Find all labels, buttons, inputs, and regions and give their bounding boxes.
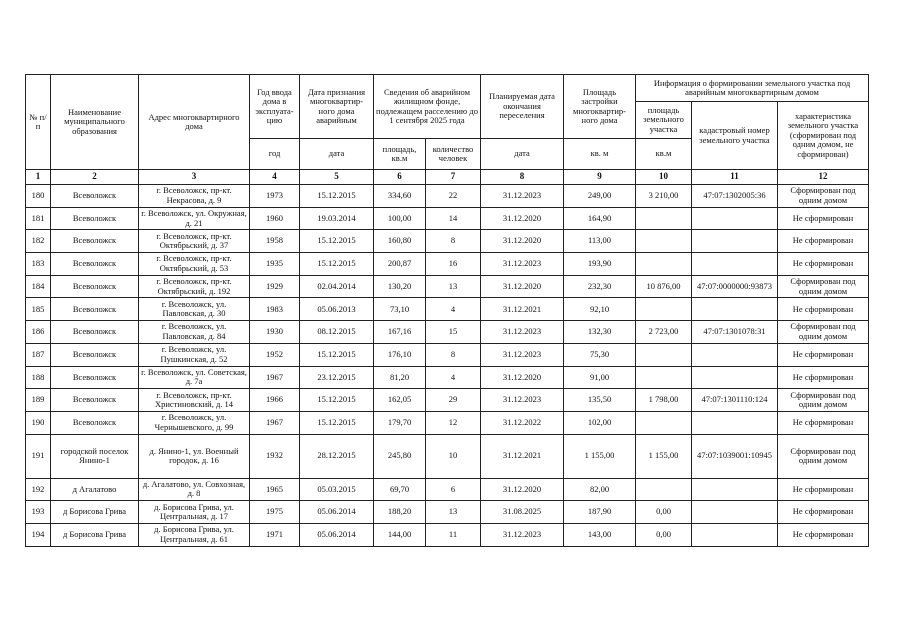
cadastral-number-cell: 47:07:1301078:31	[692, 321, 778, 344]
building-area-cell: 249,00	[564, 185, 636, 208]
table-row	[26, 230, 869, 253]
land-status-cell: Сформирован под одним домом	[778, 389, 869, 412]
recognition-date-cell: 02.04.2014	[300, 275, 374, 298]
people-count-cell: 11	[426, 523, 481, 546]
people-count-cell: 8	[426, 230, 481, 253]
table-row	[26, 207, 869, 230]
address-cell: г. Всеволожск, ул. Чернышевского, д. 99	[139, 411, 250, 434]
municipality-cell: Всеволожск	[51, 321, 139, 344]
land-status-cell: Не сформирован	[778, 411, 869, 434]
table-row	[26, 411, 869, 434]
recognition-date-cell: 19.03.2014	[300, 207, 374, 230]
year-cell: 1965	[250, 478, 300, 501]
land-status-cell: Не сформирован	[778, 366, 869, 389]
planned-date-cell: 31.12.2020	[481, 366, 564, 389]
recognition-date-cell: 15.12.2015	[300, 253, 374, 276]
building-area-cell: 102,00	[564, 411, 636, 434]
column-number: 11	[692, 170, 778, 185]
row-number: 188	[26, 366, 51, 389]
cadastral-number-cell	[692, 253, 778, 276]
address-cell: д. Борисова Грива, ул. Центральная, д. 61	[139, 523, 250, 546]
municipality-cell: Всеволожск	[51, 230, 139, 253]
area-cell: 188,20	[374, 501, 426, 524]
land-status-cell: Не сформирован	[778, 298, 869, 321]
people-count-cell: 8	[426, 343, 481, 366]
header-land-characteristic: характеристика земельного участка (сформирован под одним домом, не сформирован)	[778, 102, 869, 170]
address-cell: г. Всеволожск, пр-кт. Октябрьский, д. 53	[139, 253, 250, 276]
municipality-cell: д Агалатово	[51, 478, 139, 501]
year-cell: 1967	[250, 411, 300, 434]
municipality-cell: городской поселок Янино-1	[51, 434, 139, 478]
unit-land-sqm: кв.м	[636, 139, 692, 170]
recognition-date-cell: 08.12.2015	[300, 321, 374, 344]
column-number: 9	[564, 170, 636, 185]
cadastral-number-cell	[692, 478, 778, 501]
cadastral-number-cell	[692, 207, 778, 230]
header-housing-info: Сведения об аварийном жилищном фонде, подлежащем расселению до 1 сентября 2025 года	[374, 75, 481, 139]
building-area-cell: 232,30	[564, 275, 636, 298]
land-area-cell	[636, 253, 692, 276]
municipality-cell: Всеволожск	[51, 253, 139, 276]
municipality-cell: Всеволожск	[51, 411, 139, 434]
header-cadastral: кадастровый номер земельного участка	[692, 102, 778, 170]
area-cell: 81,20	[374, 366, 426, 389]
column-number: 3	[139, 170, 250, 185]
recognition-date-cell: 28.12.2015	[300, 434, 374, 478]
table-row	[26, 253, 869, 276]
cadastral-number-cell	[692, 343, 778, 366]
housing-register-table	[25, 74, 869, 547]
recognition-date-cell: 15.12.2015	[300, 343, 374, 366]
area-cell: 200,87	[374, 253, 426, 276]
header-address: Адрес многоквартирного дома	[139, 75, 250, 170]
planned-date-cell: 31.12.2023	[481, 523, 564, 546]
column-number: 2	[51, 170, 139, 185]
column-number: 7	[426, 170, 481, 185]
area-cell: 144,00	[374, 523, 426, 546]
table-row	[26, 501, 869, 524]
planned-date-cell: 31.12.2023	[481, 343, 564, 366]
people-count-cell: 13	[426, 275, 481, 298]
land-status-cell: Не сформирован	[778, 343, 869, 366]
land-area-cell: 1 798,00	[636, 389, 692, 412]
planned-date-cell: 31.12.2022	[481, 411, 564, 434]
unit-area: площадь, кв.м	[374, 139, 426, 170]
building-area-cell: 143,00	[564, 523, 636, 546]
recognition-date-cell: 05.06.2014	[300, 501, 374, 524]
building-area-cell: 193,90	[564, 253, 636, 276]
address-cell: г. Всеволожск, ул. Пушкинская, д. 52	[139, 343, 250, 366]
planned-date-cell: 31.12.2021	[481, 298, 564, 321]
people-count-cell: 22	[426, 185, 481, 208]
row-number: 189	[26, 389, 51, 412]
cadastral-number-cell: 47:07:1039001:10945	[692, 434, 778, 478]
row-number: 183	[26, 253, 51, 276]
header-land-area: площадь земельного участка	[636, 102, 692, 139]
municipality-cell: Всеволожск	[51, 207, 139, 230]
address-cell: д. Борисова Грива, ул. Центральная, д. 17	[139, 501, 250, 524]
unit-date: дата	[300, 139, 374, 170]
address-cell: г. Всеволожск, пр-кт. Октябрьский, д. 192	[139, 275, 250, 298]
planned-date-cell: 31.12.2023	[481, 185, 564, 208]
column-number: 8	[481, 170, 564, 185]
year-cell: 1952	[250, 343, 300, 366]
building-area-cell: 92,10	[564, 298, 636, 321]
municipality-cell: д Борисова Грива	[51, 501, 139, 524]
area-cell: 100,00	[374, 207, 426, 230]
year-cell: 1967	[250, 366, 300, 389]
area-cell: 160,80	[374, 230, 426, 253]
column-number: 10	[636, 170, 692, 185]
row-number: 182	[26, 230, 51, 253]
building-area-cell: 75,30	[564, 343, 636, 366]
area-cell: 130,20	[374, 275, 426, 298]
row-number: 186	[26, 321, 51, 344]
municipality-cell: Всеволожск	[51, 366, 139, 389]
row-number: 194	[26, 523, 51, 546]
land-area-cell	[636, 366, 692, 389]
year-cell: 1932	[250, 434, 300, 478]
header-land-info: Информация о формировании земельного участка под аварийным многоквартирным домом	[636, 75, 869, 102]
land-area-cell: 2 723,00	[636, 321, 692, 344]
row-number: 191	[26, 434, 51, 478]
planned-date-cell: 31.12.2023	[481, 321, 564, 344]
recognition-date-cell: 15.12.2015	[300, 389, 374, 412]
year-cell: 1973	[250, 185, 300, 208]
unit-building-sqm: кв. м	[564, 139, 636, 170]
row-number: 193	[26, 501, 51, 524]
area-cell: 334,60	[374, 185, 426, 208]
cadastral-number-cell: 47:07:1302005:36	[692, 185, 778, 208]
area-cell: 73,10	[374, 298, 426, 321]
header-building-area: Площадь застройки многоквартир-ного дома	[564, 75, 636, 139]
header-recognition-date: Дата признания многоквартир-ного дома аварийным	[300, 75, 374, 139]
land-status-cell: Не сформирован	[778, 253, 869, 276]
recognition-date-cell: 15.12.2015	[300, 411, 374, 434]
building-area-cell: 135,50	[564, 389, 636, 412]
planned-date-cell: 31.12.2021	[481, 434, 564, 478]
land-status-cell: Сформирован под одним домом	[778, 185, 869, 208]
area-cell: 69,70	[374, 478, 426, 501]
recognition-date-cell: 23.12.2015	[300, 366, 374, 389]
column-number: 12	[778, 170, 869, 185]
cadastral-number-cell: 47:07:0000000:93873	[692, 275, 778, 298]
table-row	[26, 434, 869, 478]
address-cell: д. Янино-1, ул. Военный городок, д. 16	[139, 434, 250, 478]
year-cell: 1983	[250, 298, 300, 321]
row-number: 187	[26, 343, 51, 366]
year-cell: 1958	[250, 230, 300, 253]
address-cell: г. Всеволожск, ул. Павловская, д. 84	[139, 321, 250, 344]
land-status-cell: Не сформирован	[778, 207, 869, 230]
land-status-cell: Не сформирован	[778, 523, 869, 546]
planned-date-cell: 31.08.2025	[481, 501, 564, 524]
unit-year: год	[250, 139, 300, 170]
planned-date-cell: 31.12.2020	[481, 275, 564, 298]
building-area-cell: 113,00	[564, 230, 636, 253]
planned-date-cell: 31.12.2020	[481, 230, 564, 253]
building-area-cell: 91,00	[564, 366, 636, 389]
people-count-cell: 4	[426, 366, 481, 389]
people-count-cell: 10	[426, 434, 481, 478]
address-cell: г. Всеволожск, пр-кт. Христиновский, д. 14	[139, 389, 250, 412]
year-cell: 1929	[250, 275, 300, 298]
land-area-cell	[636, 230, 692, 253]
planned-date-cell: 31.12.2020	[481, 478, 564, 501]
table-row	[26, 389, 869, 412]
address-cell: г. Всеволожск, ул. Окружная, д. 21	[139, 207, 250, 230]
address-cell: д. Агалатово, ул. Совхозная, д. 8	[139, 478, 250, 501]
people-count-cell: 29	[426, 389, 481, 412]
year-cell: 1966	[250, 389, 300, 412]
land-status-cell: Не сформирован	[778, 230, 869, 253]
unit-people: количество человек	[426, 139, 481, 170]
row-number: 190	[26, 411, 51, 434]
column-number: 4	[250, 170, 300, 185]
recognition-date-cell: 05.06.2014	[300, 523, 374, 546]
building-area-cell: 132,30	[564, 321, 636, 344]
municipality-cell: Всеволожск	[51, 343, 139, 366]
land-status-cell: Не сформирован	[778, 501, 869, 524]
row-number: 185	[26, 298, 51, 321]
column-number: 5	[300, 170, 374, 185]
year-cell: 1960	[250, 207, 300, 230]
recognition-date-cell: 05.03.2015	[300, 478, 374, 501]
cadastral-number-cell	[692, 230, 778, 253]
header-year: Год ввода дома в эксплуата-цию	[250, 75, 300, 139]
land-status-cell: Сформирован под одним домом	[778, 434, 869, 478]
people-count-cell: 6	[426, 478, 481, 501]
people-count-cell: 13	[426, 501, 481, 524]
year-cell: 1935	[250, 253, 300, 276]
land-area-cell	[636, 411, 692, 434]
land-status-cell: Сформирован под одним домом	[778, 321, 869, 344]
people-count-cell: 4	[426, 298, 481, 321]
land-status-cell: Не сформирован	[778, 478, 869, 501]
table-row	[26, 321, 869, 344]
land-area-cell: 3 210,00	[636, 185, 692, 208]
row-number: 192	[26, 478, 51, 501]
area-cell: 167,16	[374, 321, 426, 344]
address-cell: г. Всеволожск, ул. Советская, д. 7а	[139, 366, 250, 389]
building-area-cell: 1 155,00	[564, 434, 636, 478]
land-area-cell: 10 876,00	[636, 275, 692, 298]
building-area-cell: 164,90	[564, 207, 636, 230]
year-cell: 1975	[250, 501, 300, 524]
area-cell: 179,70	[374, 411, 426, 434]
header-municipality: Наименование муниципального образования	[51, 75, 139, 170]
area-cell: 245,80	[374, 434, 426, 478]
planned-date-cell: 31.12.2023	[481, 253, 564, 276]
building-area-cell: 82,00	[564, 478, 636, 501]
cadastral-number-cell	[692, 411, 778, 434]
land-status-cell: Сформирован под одним домом	[778, 275, 869, 298]
year-cell: 1971	[250, 523, 300, 546]
municipality-cell: д Борисова Грива	[51, 523, 139, 546]
cadastral-number-cell	[692, 298, 778, 321]
people-count-cell: 15	[426, 321, 481, 344]
land-area-cell	[636, 478, 692, 501]
table-row	[26, 298, 869, 321]
year-cell: 1930	[250, 321, 300, 344]
address-cell: г. Всеволожск, ул. Павловская, д. 30	[139, 298, 250, 321]
municipality-cell: Всеволожск	[51, 275, 139, 298]
address-cell: г. Всеволожск, пр-кт. Некрасова, д. 9	[139, 185, 250, 208]
area-cell: 162,05	[374, 389, 426, 412]
cadastral-number-cell	[692, 366, 778, 389]
unit-planned-date: дата	[481, 139, 564, 170]
table-row	[26, 523, 869, 546]
people-count-cell: 12	[426, 411, 481, 434]
planned-date-cell: 31.12.2023	[481, 389, 564, 412]
cadastral-number-cell: 47:07:1301110:124	[692, 389, 778, 412]
people-count-cell: 14	[426, 207, 481, 230]
cadastral-number-cell	[692, 501, 778, 524]
land-area-cell: 0,00	[636, 501, 692, 524]
address-cell: г. Всеволожск, пр-кт. Октябрьский, д. 37	[139, 230, 250, 253]
land-area-cell	[636, 298, 692, 321]
area-cell: 176,10	[374, 343, 426, 366]
table-row	[26, 185, 869, 208]
land-area-cell: 1 155,00	[636, 434, 692, 478]
row-number: 180	[26, 185, 51, 208]
table-row	[26, 343, 869, 366]
cadastral-number-cell	[692, 523, 778, 546]
column-number: 6	[374, 170, 426, 185]
recognition-date-cell: 15.12.2015	[300, 230, 374, 253]
table-row	[26, 478, 869, 501]
table-row	[26, 366, 869, 389]
land-area-cell: 0,00	[636, 523, 692, 546]
row-number: 181	[26, 207, 51, 230]
column-number: 1	[26, 170, 51, 185]
land-area-cell	[636, 343, 692, 366]
header-planned-date: Планируемая дата окончания переселения	[481, 75, 564, 139]
municipality-cell: Всеволожск	[51, 298, 139, 321]
building-area-cell: 187,90	[564, 501, 636, 524]
row-number: 184	[26, 275, 51, 298]
header-number: № п/п	[26, 75, 51, 170]
table-row	[26, 275, 869, 298]
recognition-date-cell: 15.12.2015	[300, 185, 374, 208]
planned-date-cell: 31.12.2020	[481, 207, 564, 230]
municipality-cell: Всеволожск	[51, 185, 139, 208]
municipality-cell: Всеволожск	[51, 389, 139, 412]
people-count-cell: 16	[426, 253, 481, 276]
land-area-cell	[636, 207, 692, 230]
recognition-date-cell: 05.06.2013	[300, 298, 374, 321]
